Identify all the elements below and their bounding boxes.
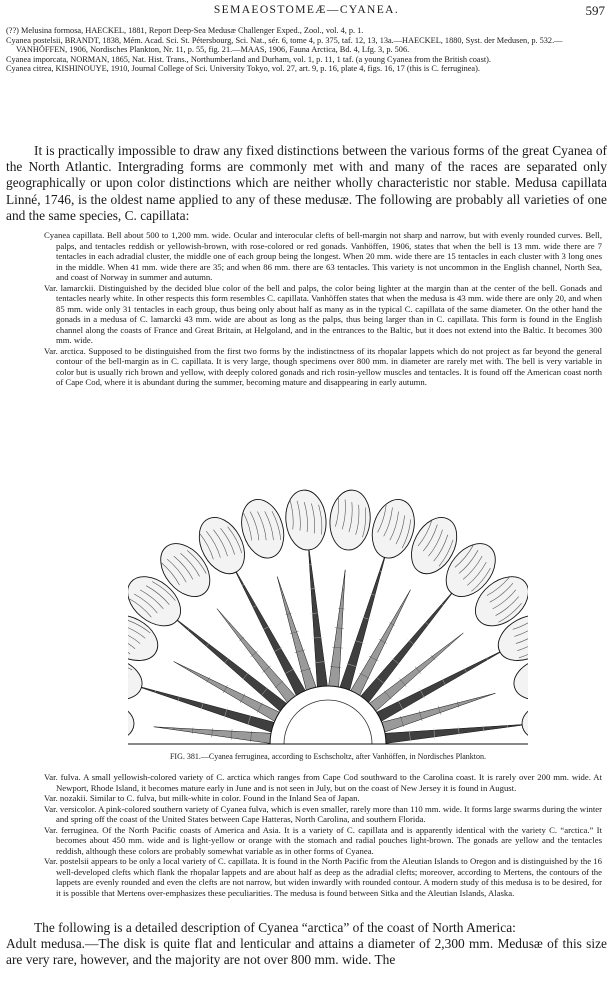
marginal-lappet (327, 488, 373, 552)
variety-entry: Var. fulva. A small yellowish-colored variety of C. arctica which ranges from Cape Cod southward to the Carolina coast. It is rarely over 200 mm. wide. At Newport, Rhode Island, it becomes mature early in June and is not seen in July, but on the coast of New Jersey it is found in August. (44, 772, 602, 793)
synonym-entry: (??) Melusina formosa, HAECKEL, 1881, Report Deep-Sea Medusæ Challenger Exped., Zool., vol. 4, p. 1. (6, 26, 364, 35)
figure-caption: FIG. 381.—Cyanea ferruginea, according to Eschscholtz, after Vanhöffen, in Nordisches Plankton. (169, 752, 487, 761)
variety-entry: Var. lamarckii. Distinguished by the decided blue color of the bell and palps, the color being lighter at the margin than at the center of the bell. Gonads and tentacles nearly white. In other respects this form resembles C. capillata. Vanhöffen states that when the medusa is 43 mm. wide there are only 20, and when 85 mm. wide only 31 tentacles in each group, thus being only about half as many as in the typical C. capillata of the same diameter. On the other hand the gonads in a medusa of C. lamarcki 43 mm. wide are about as long as the palps, thus being larger than in C. capillata. This form is found in the English channel along the coasts of France and Great Britain, at Helgoland, and in the entrances to the Baltic, but it does not extend into the Baltic. It becomes 300 mm. wide. (44, 282, 602, 345)
lappet-outline (283, 488, 329, 552)
variety-entry: Cyanea capillata. Bell about 500 to 1,200 mm. wide. Ocular and interocular clefts of bell-margin not sharp and narrow, but with evenly rounded curves. Bell, palps, and tentacles reddish or yellowish-brown, with rose-colored or red gonads. Vanhöffen, 1906, states that when the bell is 13 mm. wide there are 7 tentacles in each adradial cluster, the middle one of each group being the longest. When 20 mm. wide there are 15 tentacles in each cluster with 3 long ones in the middle. When 41 mm. wide there are 35; and when 86 mm. there are 63 tentacles. This variety is not uncommon in the English channel, North Sea, and coast of Norway in summer and autumn. (44, 230, 602, 282)
running-header (8, 4, 605, 18)
radial-canal (385, 724, 528, 744)
lappet-outline (327, 488, 373, 552)
marginal-lappet (520, 699, 528, 745)
lappet-outline (128, 699, 136, 745)
variety-entry: Var. ferruginea. Of the North Pacific coasts of America and Asia. It is a variety of C. capillata and is apparently identical with the variety C. “arctica.” It becomes about 450 mm. wide and is light-yellow or orange with the stomach and radial pouches light-brown. The gonads are yellow and the tentacles reddish, although these colors are probably somewhat variable as in other forms of Cyanea. (44, 824, 602, 856)
radial-canal (382, 693, 496, 732)
variety-entry: Var. nozakii. Similar to C. fulva, but milk-white in color. Found in the Inland Sea of Japan. (44, 793, 360, 803)
page-number: 597 (585, 3, 605, 18)
lappet-outline (520, 699, 528, 745)
variety-list-upper (44, 230, 602, 388)
closing-section (6, 920, 607, 969)
variety-list-lower (44, 772, 602, 898)
marginal-lappet (283, 488, 329, 552)
variety-entry: Var. postelsii appears to be only a local variety of C. capillata. It is found in the North Pacific from the Aleutian Islands to Oregon and is distinguished by the 16 well-developed clefts which flank the rhopalar lappets and are about half as deep as the adradial clefts; moreover, according to Mertens, the contours of the lappets are evenly rounded and even the clefts are not narrow, but widen inwardly with rounded contour. A modern study of this medusa is to be desired, for it is possible that Mertens over-emphasizes these peculiarities. The medusa is found between Sitka and the Aleutian Islands, Alaska. (44, 856, 602, 898)
synonym-entry: Cyanea postelsii, BRANDT, 1838, Mém. Acad. Sci. St. Pétersbourg, Sci. Nat., sér. 6, tome 4, p. 375, taf. 12, 13, 13a.—HAECKEL, 1880, Syst. der Medusen, p. 532.—VANHÖFFEN, 1906, Nordisches Plankton, Nr. 11, p. 55, fig. 21.—MAAS, 1906, Fauna Arctica, Bd. 4, Lfg. 3, p. 506. (6, 35, 563, 55)
variety-entry: Var. arctica. Supposed to be distinguished from the first two forms by the indistinctness of its rhopalar lappets which do not project as far beyond the general contour of the bell-margin as in C. capillata. It is very large, though specimens over 800 mm. in diameter are rarely met with. The bell is very variable in color but is usually rich brown and yellow, with deeply colored gonads and rich rosin-yellow muscles and tentacles. It is found off the American coast north of Cape Cod, where it is abundant during the summer, becoming mature and disappearing in early autumn. (44, 345, 602, 387)
synonym-entry: Cyanea citrea, KISHINOUYE, 1910, Journal College of Sci. University Tokyo, vol. 27, art. 9, p. 16, plate 4, figs. 16, 17 (this is C. ferruginea). (6, 64, 480, 74)
medusa-illustration (128, 426, 528, 751)
intro-section (6, 143, 607, 224)
marginal-lappet (128, 699, 136, 745)
medusa-figure (128, 426, 528, 761)
adult-medusa-description: Adult medusa.—The disk is quite flat and lenticular and attains a diameter of 2,300 mm. Medusæ of this size are very rare, however, and the majority are not over 800 mm. wide. The (6, 936, 607, 968)
synonym-entry: Cyanea imporcata, NORMAN, 1865, Nat. Hist. Trans., Northumberland and Durham, vol. 1, p. 11, 1 taf. (a young Cyanea from the British coast). (6, 54, 491, 64)
radial-canal (277, 577, 316, 691)
intro-paragraph: It is practically impossible to draw any fixed distinctions between the various forms of the great Cyanea of the North Atlantic. Intergrading forms are commonly met with and many of the races are separated only geographically or upon color distinctions which are neither wholly characteristic nor stable. Medusa capillata Linné, 1746, is the oldest name applied to any of these medusæ. The following are probably all varieties of one and the same species, C. capillata: (6, 143, 607, 223)
closing-intro: The following is a detailed description of Cyanea “arctica” of the coast of North America: (34, 920, 516, 935)
running-title: SEMAEOSTOMEÆ—CYANEA. (213, 4, 400, 16)
synonymy-list (6, 26, 607, 74)
variety-entry: Var. versicolor. A pink-colored southern variety of Cyanea fulva, which is even smaller, rarely more than 110 mm. wide. It forms large swarms during the winter and spring off the coast of the United States between Cape Hatteras, North Carolina, and southern Florida. (44, 803, 602, 824)
